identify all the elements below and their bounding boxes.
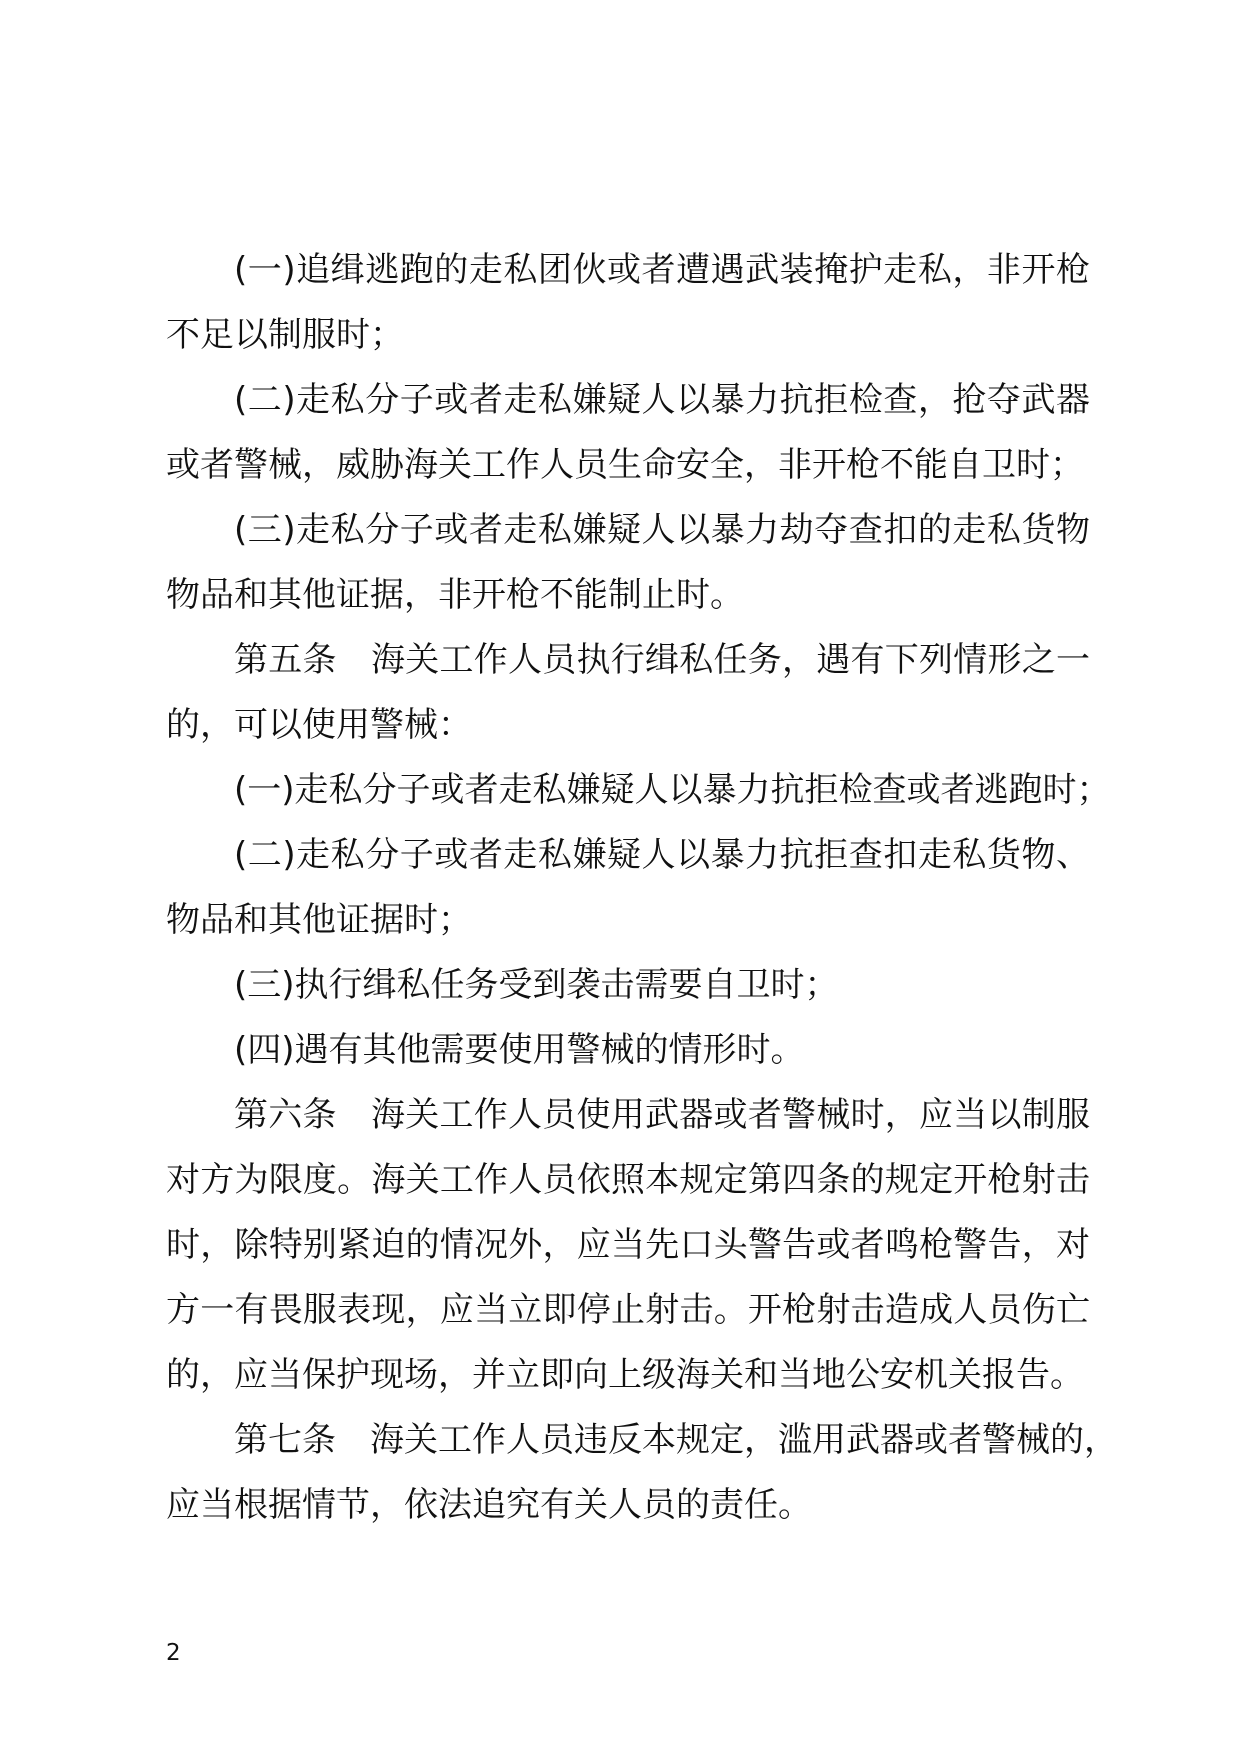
paragraph-line: 应当根据情节，依法追究有关人员的责任。 — [166, 1485, 812, 1525]
paragraph-line: (一)走私分子或者走私嫌疑人以暴力抗拒检查或者逃跑时； — [234, 770, 1111, 810]
article-5-item-3 — [166, 953, 1090, 1018]
article-5-item-2 — [166, 823, 1090, 953]
article-4-item-1 — [166, 238, 1090, 368]
paragraph-line: 的，可以使用警械： — [166, 705, 472, 745]
paragraph-line: (二)走私分子或者走私嫌疑人以暴力抗拒检查，抢夺武器 — [234, 380, 1090, 420]
article-4-item-3 — [166, 498, 1090, 628]
article-5 — [166, 628, 1090, 758]
paragraph-line: (一)追缉逃跑的走私团伙或者遭遇武装掩护走私，非开枪 — [234, 250, 1090, 290]
paragraph-line: (二)走私分子或者走私嫌疑人以暴力抗拒查扣走私货物、 — [234, 835, 1090, 875]
paragraph-line: 或者警械，威胁海关工作人员生命安全，非开枪不能自卫时； — [166, 445, 1084, 485]
paragraph-line: 对方为限度。海关工作人员依照本规定第四条的规定开枪射击 — [166, 1160, 1090, 1200]
paragraph-line: (三)走私分子或者走私嫌疑人以暴力劫夺查扣的走私货物 — [234, 510, 1090, 550]
paragraph-line: 第六条 海关工作人员使用武器或者警械时，应当以制服 — [234, 1095, 1090, 1135]
article-6 — [166, 1083, 1090, 1408]
paragraph-line: 不足以制服时； — [166, 315, 404, 355]
paragraph-line: 第七条 海关工作人员违反本规定，滥用武器或者警械的， — [234, 1420, 1118, 1460]
article-4-item-2 — [166, 368, 1090, 498]
article-7 — [166, 1408, 1118, 1538]
body-text — [166, 238, 1118, 1538]
paragraph-line: 时，除特别紧迫的情况外，应当先口头警告或者鸣枪警告，对 — [166, 1225, 1090, 1265]
paragraph-line: 第五条 海关工作人员执行缉私任务，遇有下列情形之一 — [234, 640, 1090, 680]
paragraph-line: 物品和其他证据时； — [166, 900, 472, 940]
article-5-item-4 — [166, 1018, 1090, 1083]
paragraph-line: 的，应当保护现场，并立即向上级海关和当地公安机关报告。 — [166, 1355, 1084, 1395]
paragraph-line: 物品和其他证据，非开枪不能制止时。 — [166, 575, 744, 615]
paragraph-line: (三)执行缉私任务受到袭击需要自卫时； — [234, 965, 839, 1005]
article-5-item-1 — [166, 758, 1111, 823]
paragraph-line: 方一有畏服表现，应当立即停止射击。开枪射击造成人员伤亡 — [166, 1290, 1090, 1330]
page-number: 2 — [166, 1640, 181, 1666]
paragraph-line: (四)遇有其他需要使用警械的情形时。 — [234, 1030, 805, 1070]
